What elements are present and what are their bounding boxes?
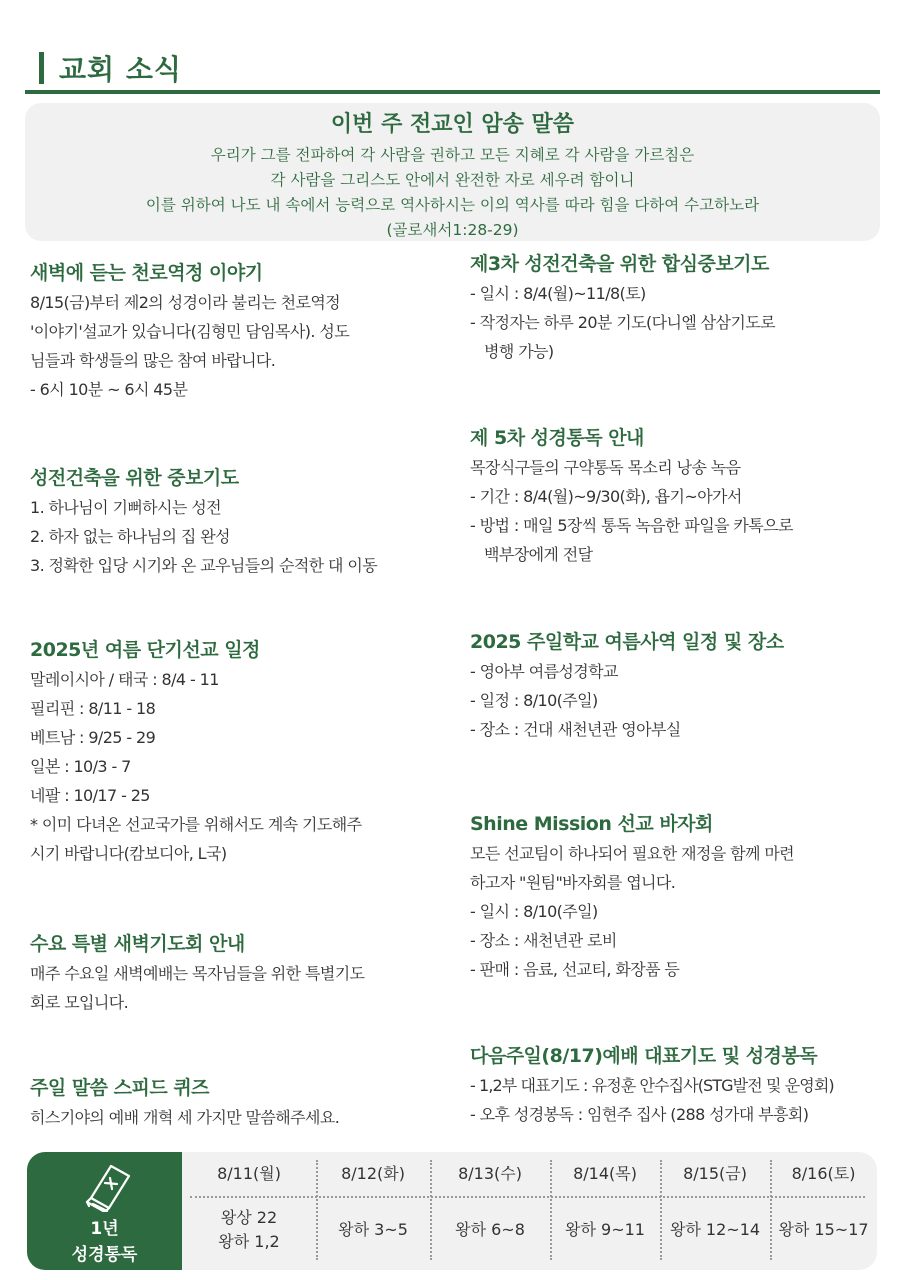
section-line: - 오후 성경봉독 : 임현주 집사 (288 성가대 부흥회) bbox=[470, 1105, 809, 1124]
section-line: 시기 바랍니다(캄보디아, L국) bbox=[30, 844, 227, 863]
page-header bbox=[25, 44, 880, 94]
section-sunday-school-summer bbox=[470, 627, 784, 744]
section-line: 목장식구들의 구약통독 목소리 낭송 녹음 bbox=[470, 458, 741, 477]
section-title: 수요 특별 새벽기도회 안내 bbox=[30, 933, 245, 955]
section-mission-bazaar bbox=[470, 809, 794, 984]
section-line: - 일시 : 8/10(주일) bbox=[470, 902, 598, 921]
reading-range-line: 왕하 1,2 bbox=[218, 1232, 280, 1251]
reading-date: 8/16(토) bbox=[791, 1164, 856, 1183]
reading-day bbox=[430, 1152, 550, 1270]
bible-reading-schedule bbox=[27, 1152, 877, 1270]
memory-verse-box bbox=[25, 103, 880, 241]
section-line: 백부장에게 전달 bbox=[484, 545, 593, 564]
section-title: Shine Mission 선교 바자회 bbox=[470, 813, 713, 835]
section-line: - 작정자는 하루 20분 기도(다니엘 삼삼기도로 bbox=[470, 313, 775, 332]
section-title: 제3차 성전건축을 위한 합심중보기도 bbox=[470, 253, 769, 275]
section-line: - 장소 : 새천년관 로비 bbox=[470, 931, 617, 950]
bible-icon bbox=[77, 1158, 133, 1212]
section-line: * 이미 다녀온 선교국가를 위해서도 계속 기도해주 bbox=[30, 815, 362, 834]
section-line: 하고자 "원팀"바자회를 엽니다. bbox=[470, 873, 676, 892]
reading-range: 왕하 12~14 bbox=[669, 1220, 761, 1239]
section-line: 2. 하자 없는 하나님의 집 완성 bbox=[30, 527, 230, 546]
section-line: 님들과 학생들의 많은 참여 바랍니다. bbox=[30, 351, 276, 370]
section-joint-intercession bbox=[470, 249, 775, 366]
section-dawn-pilgrim-story bbox=[30, 258, 349, 404]
section-line: - 일시 : 8/4(월)~11/8(토) bbox=[470, 284, 646, 303]
reading-day bbox=[316, 1152, 430, 1270]
section-title: 주일 말씀 스피드 퀴즈 bbox=[30, 1077, 210, 1099]
badge-line: 1년 bbox=[90, 1219, 119, 1239]
section-summer-mission bbox=[30, 635, 361, 868]
reading-range: 왕하 15~17 bbox=[778, 1220, 869, 1239]
badge-line: 성경통독 bbox=[71, 1245, 138, 1265]
reading-range bbox=[182, 1206, 316, 1254]
section-line: 회로 모입니다. bbox=[30, 993, 129, 1012]
section-line: - 장소 : 건대 새천년관 영아부실 bbox=[470, 720, 681, 739]
section-line: 3. 정확한 입당 시기와 온 교우님들의 순적한 대 이동 bbox=[30, 556, 378, 575]
reading-date: 8/12(화) bbox=[341, 1164, 405, 1183]
section-line: - 영아부 여름성경학교 bbox=[470, 662, 618, 681]
reading-day bbox=[660, 1152, 770, 1270]
section-line: 모든 선교팀이 하나되어 필요한 재정을 함께 마련 bbox=[470, 844, 795, 863]
section-title: 2025년 여름 단기선교 일정 bbox=[30, 639, 260, 661]
reading-day bbox=[182, 1152, 316, 1270]
reading-day bbox=[550, 1152, 660, 1270]
reading-date: 8/15(금) bbox=[683, 1164, 747, 1183]
reading-date: 8/13(수) bbox=[458, 1164, 522, 1183]
section-title: 다음주일(8/17)예배 대표기도 및 성경봉독 bbox=[470, 1045, 818, 1067]
section-line: - 기간 : 8/4(월)~9/30(화), 욥기~아가서 bbox=[470, 487, 742, 506]
section-line: 말레이시아 / 태국 : 8/4 - 11 bbox=[30, 670, 219, 689]
memory-verse-line: 이를 위하여 나도 내 속에서 능력으로 역사하시는 이의 역사를 따라 힘을 다하여 수고하노라 bbox=[145, 196, 760, 214]
section-title: 제 5차 성경통독 안내 bbox=[470, 427, 644, 449]
section-bible-reading-guide bbox=[470, 423, 793, 569]
section-line: - 판매 : 음료, 선교티, 화장품 등 bbox=[470, 960, 680, 979]
section-line: 1. 하나님이 기뻐하시는 성전 bbox=[30, 498, 221, 517]
reading-range: 왕하 6~8 bbox=[455, 1220, 525, 1239]
section-title: 2025 주일학교 여름사역 일정 및 장소 bbox=[470, 631, 784, 653]
section-title: 새벽에 듣는 천로역정 이야기 bbox=[30, 262, 263, 284]
reading-range: 왕하 3~5 bbox=[338, 1220, 408, 1239]
section-wednesday-prayer bbox=[30, 929, 364, 1017]
section-line: - 방법 : 매일 5장씩 통독 녹음한 파일을 카톡으로 bbox=[470, 516, 793, 535]
section-speed-quiz bbox=[30, 1073, 339, 1132]
reading-day bbox=[770, 1152, 877, 1270]
section-line: '이야기'설교가 있습니다(김형민 담임목사). 성도 bbox=[30, 322, 350, 341]
section-line: 히스기야의 예배 개혁 세 가지만 말씀해주세요. bbox=[30, 1108, 340, 1127]
section-line: - 1,2부 대표기도 : 유정훈 안수집사(STG발전 및 운영회) bbox=[470, 1076, 834, 1095]
bible-reading-badge bbox=[27, 1152, 182, 1270]
memory-verse-line: 우리가 그를 전파하여 각 사람을 권하고 모든 지혜로 각 사람을 가르침은 bbox=[210, 146, 695, 164]
section-line: 8/15(금)부터 제2의 성경이라 불리는 천로역정 bbox=[30, 293, 341, 312]
section-line: - 일정 : 8/10(주일) bbox=[470, 691, 598, 710]
section-line: 병행 가능) bbox=[484, 342, 554, 361]
reading-range: 왕하 9~11 bbox=[565, 1220, 645, 1239]
section-line: 필리핀 : 8/11 - 18 bbox=[30, 699, 156, 718]
section-line: 베트남 : 9/25 - 29 bbox=[30, 728, 156, 747]
page-title: 교회 소식 bbox=[59, 53, 182, 86]
section-title: 성전건축을 위한 중보기도 bbox=[30, 467, 239, 489]
reading-date: 8/11(월) bbox=[217, 1164, 281, 1183]
section-line: 네팔 : 10/17 - 25 bbox=[30, 786, 150, 805]
memory-verse-title: 이번 주 전교인 암송 말씀 bbox=[330, 112, 575, 137]
memory-verse-reference: (골로새서1:28-29) bbox=[386, 221, 519, 239]
reading-range-line: 왕상 22 bbox=[220, 1208, 278, 1227]
memory-verse-line: 각 사람을 그리스도 안에서 완전한 자로 세우려 함이니 bbox=[270, 171, 635, 189]
section-next-sunday-service bbox=[470, 1041, 834, 1129]
section-line: - 6시 10분 ~ 6시 45분 bbox=[30, 380, 188, 399]
section-temple-intercession bbox=[30, 463, 377, 580]
reading-date: 8/14(목) bbox=[573, 1164, 637, 1183]
section-line: 일본 : 10/3 - 7 bbox=[30, 757, 131, 776]
header-accent-bar bbox=[39, 52, 44, 84]
section-line: 매주 수요일 새벽예배는 목자님들을 위한 특별기도 bbox=[30, 964, 365, 983]
reading-table bbox=[182, 1152, 877, 1270]
